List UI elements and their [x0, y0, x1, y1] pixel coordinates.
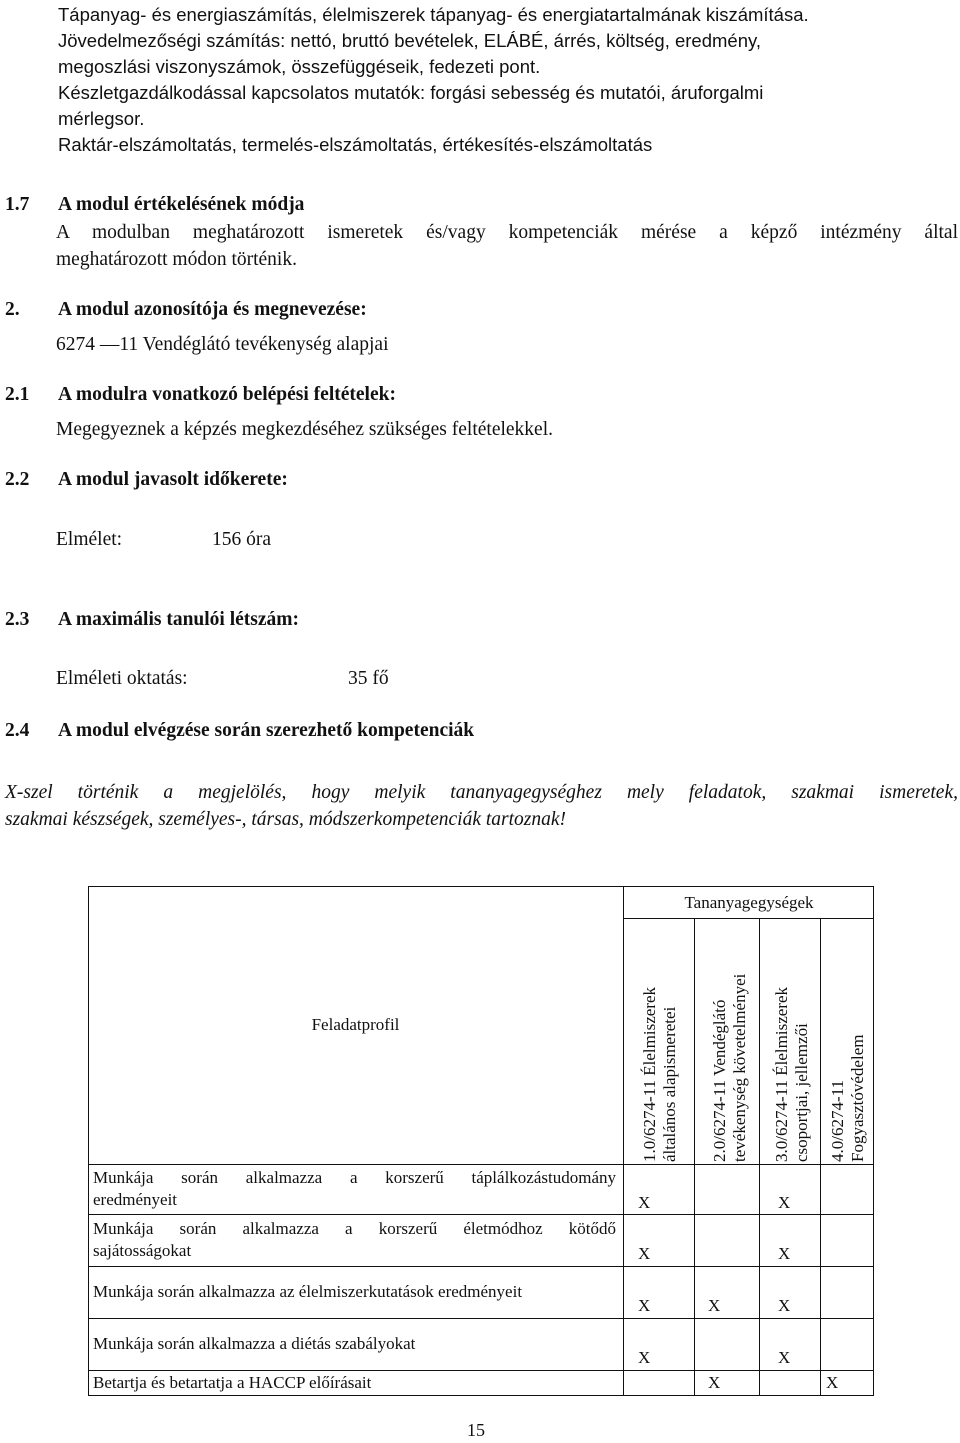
- intro-line: Raktár-elszámoltatás, termelés-elszámoltatás, értékesítés-elszámoltatás: [58, 134, 653, 155]
- competency-table: [88, 886, 874, 1396]
- table-row-divider: [88, 1370, 874, 1371]
- intro-line: Jövedelmezőségi számítás: nettó, bruttó bevételek, ELÁBÉ, árrés, költség, eredmény,: [58, 30, 762, 51]
- section-body-1-7-line1: A modulban meghatározott ismeretek és/vagy kompetenciák mérése a képző intézmény által: [56, 222, 958, 243]
- table-row: Munkája során alkalmazza a diétás szabályokat: [93, 1334, 416, 1353]
- section-title-1-7: A modul értékelésének módja: [58, 194, 305, 215]
- table-border-top: [88, 886, 874, 887]
- intro-line: mérlegsor.: [58, 108, 145, 129]
- section-number-2: 2.: [5, 299, 20, 320]
- table-border-left: [88, 886, 89, 1396]
- intro-line: Készletgazdálkodással kapcsolatos mutatók: forgási sebesség és mutatói, áruforgalmi: [58, 82, 764, 103]
- section-number-2-2: 2.2: [5, 469, 30, 490]
- section-number-1-7: 1.7: [5, 194, 30, 215]
- mark-r1-c3: X: [778, 1193, 791, 1212]
- mark-r1-c1: X: [638, 1193, 651, 1212]
- section-body-2: 6274 —11 Vendéglátó tevékenység alapjai: [56, 334, 389, 355]
- section-number-2-3: 2.3: [5, 609, 30, 630]
- intro-block: [58, 2, 938, 158]
- table-row-divider: [88, 1318, 874, 1319]
- table-row: Betartja és betartatja a HACCP előírásait: [93, 1373, 372, 1392]
- table-border-right: [873, 886, 874, 1396]
- section-body-2-1: Megegyeznek a képzés megkezdéséhez szükséges feltételekkel.: [56, 419, 554, 440]
- table-col-divider: [623, 886, 624, 1396]
- section-body-1-7-line2: meghatározott módon történik.: [56, 249, 297, 270]
- table-row: Munkája során alkalmazza a korszerű táplálkozástudomány eredményeit: [93, 1168, 616, 1209]
- headcount-value: 35 fő: [348, 668, 389, 689]
- section-title-2: A modul azonosítója és megnevezése:: [58, 299, 367, 320]
- intro-line: megoszlási viszonyszámok, összefüggéseik, fedezeti pont.: [58, 56, 541, 77]
- section-number-2-4: 2.4: [5, 720, 30, 741]
- column-header-2: 2.0/6274-11 Vendéglátó tevékenység követelményei: [710, 973, 749, 1162]
- time-value: 156 óra: [212, 529, 272, 550]
- section-title-2-2: A modul javasolt időkerete:: [58, 469, 288, 490]
- mark-r5-c4: X: [826, 1373, 839, 1392]
- table-row-divider: [88, 1164, 874, 1165]
- table-subcol-divider: [820, 918, 821, 1396]
- note-line2: szakmai készségek, személyes-, társas, módszerkompetenciák tartoznak!: [5, 809, 567, 830]
- mark-r3-c2: X: [708, 1296, 721, 1315]
- section-title-2-4: A modul elvégzése során szerezhető kompetenciák: [58, 720, 475, 741]
- table-group-header-divider: [623, 918, 873, 919]
- intro-line: Tápanyag- és energiaszámítás, élelmiszerek tápanyag- és energiatartalmának kiszámítása.: [58, 4, 809, 25]
- table-subcol-divider: [694, 918, 695, 1396]
- table-row: Munkája során alkalmazza az élelmiszerkutatások eredményeit: [93, 1282, 523, 1301]
- headcount-label: Elméleti oktatás:: [56, 668, 188, 689]
- table-row-divider: [88, 1214, 874, 1215]
- table-subcol-divider: [759, 918, 760, 1396]
- column-header-4: 4.0/6274-11 Fogyasztóvédelem: [828, 1034, 867, 1162]
- section-title-2-3: A maximális tanulói létszám:: [58, 609, 300, 630]
- page-number: 15: [467, 1420, 485, 1440]
- section-title-2-1: A modulra vonatkozó belépési feltételek:: [58, 384, 396, 405]
- mark-r4-c1: X: [638, 1348, 651, 1367]
- mark-r5-c2: X: [708, 1373, 721, 1392]
- table-row: Munkája során alkalmazza a korszerű életmódhoz kötődő sajátosságokat: [93, 1219, 616, 1260]
- mark-r4-c3: X: [778, 1348, 791, 1367]
- table-row-divider: [88, 1266, 874, 1267]
- mark-r3-c1: X: [638, 1296, 651, 1315]
- column-header-1: 1.0/6274-11 Élelmiszerek általános alapismeretei: [640, 987, 679, 1162]
- note-line1: X-szel történik a megjelölés, hogy melyik tananyagegységhez mely feladatok, szakmai ismeretek,: [5, 782, 958, 803]
- table-group-header: Tananyagegységek: [684, 893, 814, 912]
- mark-r2-c1: X: [638, 1244, 651, 1263]
- table-border-bottom: [88, 1395, 874, 1396]
- mark-r2-c3: X: [778, 1244, 791, 1263]
- column-header-3: 3.0/6274-11 Élelmiszerek csoportjai, jellemzői: [772, 987, 811, 1162]
- section-number-2-1: 2.1: [5, 384, 30, 405]
- time-label: Elmélet:: [56, 529, 123, 550]
- table-left-header: Feladatprofil: [311, 1015, 400, 1034]
- mark-r3-c3: X: [778, 1296, 791, 1315]
